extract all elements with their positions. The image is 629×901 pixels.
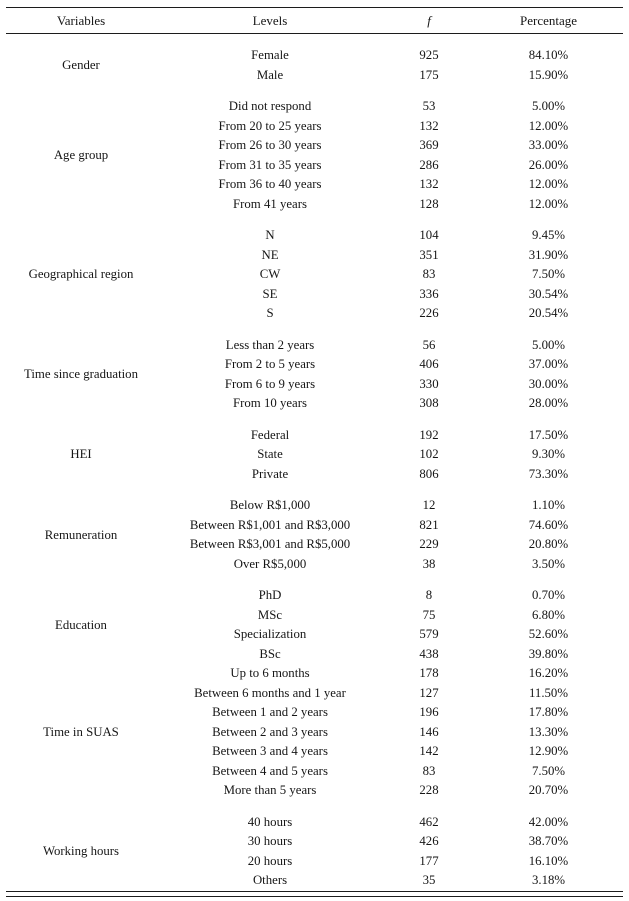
level-cell: SE <box>262 286 278 301</box>
percentage-cell: 73.30% <box>528 466 569 481</box>
percentage-cell: 30.54% <box>528 286 569 301</box>
header-frequency: f <box>384 8 474 34</box>
table-row <box>6 586 623 606</box>
level-cell: Between 6 months and 1 year <box>194 685 346 700</box>
frequency-cell: 12 <box>422 498 436 513</box>
frequency-cell: 8 <box>425 588 433 603</box>
level-cell: Between R$3,001 and R$5,000 <box>189 537 351 552</box>
frequency-cell: 178 <box>419 666 439 681</box>
frequency-cell: 196 <box>419 705 439 720</box>
level-cell: S <box>266 306 274 321</box>
level-cell: Between 2 and 3 years <box>212 724 328 739</box>
frequency-cell: 177 <box>419 853 439 868</box>
level-cell: From 6 to 9 years <box>224 376 316 391</box>
level-cell: State <box>257 447 283 462</box>
level-cell: From 41 years <box>233 196 307 211</box>
frequency-cell: 406 <box>419 357 439 372</box>
group-spacer-cell <box>6 414 623 426</box>
frequency-cell: 38 <box>422 556 436 571</box>
frequency-cell: 128 <box>419 196 439 211</box>
percentage-cell: 38.70% <box>528 834 569 849</box>
frequency-cell: 226 <box>419 306 439 321</box>
group-spacer-cell <box>6 85 623 97</box>
level-cell: 30 hours <box>247 834 293 849</box>
descriptive-statistics-table <box>6 7 623 892</box>
percentage-cell: 20.54% <box>528 306 569 321</box>
percentage-cell: 84.10% <box>528 48 569 63</box>
frequency-cell: 192 <box>419 427 439 442</box>
percentage-cell: 31.90% <box>528 247 569 262</box>
percentage-cell: 12.00% <box>528 118 569 133</box>
group-spacer-row <box>6 324 623 336</box>
level-cell: BSc <box>259 646 281 661</box>
frequency-cell: 102 <box>419 447 439 462</box>
percentage-cell: 26.00% <box>528 157 569 172</box>
level-cell: 20 hours <box>247 853 293 868</box>
frequency-cell: 925 <box>419 48 439 63</box>
group-spacer-row <box>6 85 623 97</box>
frequency-cell: 146 <box>419 724 439 739</box>
frequency-cell: 228 <box>419 783 439 798</box>
frequency-cell: 83 <box>422 763 436 778</box>
header-percentage: Percentage <box>474 8 623 34</box>
group-spacer-row <box>6 214 623 226</box>
frequency-cell: 175 <box>419 67 439 82</box>
level-cell: NE <box>261 247 279 262</box>
table-row <box>6 813 623 833</box>
variable-cell: Working hours <box>42 844 120 858</box>
percentage-cell: 5.00% <box>531 99 566 114</box>
level-cell: Between R$1,001 and R$3,000 <box>189 517 351 532</box>
level-cell: Between 4 and 5 years <box>212 763 328 778</box>
group-spacer-cell <box>6 484 623 496</box>
group-spacer-row <box>6 484 623 496</box>
level-cell: Over R$5,000 <box>233 556 307 571</box>
percentage-cell: 16.10% <box>528 853 569 868</box>
level-cell: Less than 2 years <box>225 337 315 352</box>
frequency-cell: 127 <box>419 685 439 700</box>
level-cell: PhD <box>258 588 282 603</box>
variable-cell: Gender <box>62 58 100 72</box>
level-cell: Did not respond <box>228 99 312 114</box>
level-cell: Specialization <box>233 627 307 642</box>
variable-cell: Time in SUAS <box>43 724 119 739</box>
percentage-cell: 28.00% <box>528 396 569 411</box>
header-row <box>6 8 623 34</box>
level-cell: Female <box>251 48 289 63</box>
percentage-cell: 11.50% <box>529 685 568 700</box>
percentage-cell: 3.18% <box>531 873 566 888</box>
level-cell: From 2 to 5 years <box>224 357 316 372</box>
group-spacer-row <box>6 34 623 47</box>
level-cell: Between 1 and 2 years <box>212 705 328 720</box>
table-body <box>6 34 623 892</box>
frequency-cell: 229 <box>419 537 439 552</box>
percentage-cell: 16.20% <box>528 666 569 681</box>
percentage-cell: 20.80% <box>528 537 569 552</box>
frequency-cell: 308 <box>419 396 439 411</box>
level-cell: Others <box>252 873 288 888</box>
level-cell: From 26 to 30 years <box>218 138 322 153</box>
table-row <box>6 46 623 66</box>
level-cell: Federal <box>250 427 290 442</box>
group-spacer-row <box>6 574 623 586</box>
table-row <box>6 97 623 117</box>
frequency-cell: 579 <box>419 627 439 642</box>
percentage-cell: 7.50% <box>531 267 566 282</box>
level-cell: From 20 to 25 years <box>218 118 322 133</box>
frequency-cell: 330 <box>419 376 439 391</box>
level-cell: From 10 years <box>233 396 307 411</box>
level-cell: Between 3 and 4 years <box>212 744 328 759</box>
frequency-cell: 142 <box>419 744 439 759</box>
frequency-cell: 56 <box>422 337 436 352</box>
percentage-cell: 17.50% <box>528 427 569 442</box>
statistics-table-wrapper <box>6 7 623 897</box>
percentage-cell: 39.80% <box>528 646 569 661</box>
percentage-cell: 20.70% <box>528 783 569 798</box>
frequency-cell: 821 <box>419 517 439 532</box>
variable-cell: Time since graduation <box>24 367 138 381</box>
level-cell: From 36 to 40 years <box>218 177 322 192</box>
group-spacer-cell <box>6 214 623 226</box>
variable-cell: Geographical region <box>28 267 134 282</box>
level-cell: CW <box>259 267 281 282</box>
percentage-cell: 52.60% <box>528 627 569 642</box>
frequency-cell: 336 <box>419 286 439 301</box>
group-spacer-cell <box>6 324 623 336</box>
percentage-cell: 6.80% <box>531 607 566 622</box>
frequency-cell: 806 <box>419 466 439 481</box>
percentage-cell: 3.50% <box>531 556 566 571</box>
table-header <box>6 8 623 34</box>
percentage-cell: 12.00% <box>528 177 569 192</box>
group-spacer-cell <box>6 34 623 47</box>
group-spacer-row <box>6 414 623 426</box>
percentage-cell: 30.00% <box>528 376 569 391</box>
frequency-cell: 369 <box>419 138 439 153</box>
table-row <box>6 226 623 246</box>
percentage-cell: 37.00% <box>528 357 569 372</box>
percentage-cell: 5.00% <box>531 337 566 352</box>
level-cell: N <box>265 228 275 243</box>
group-spacer-cell <box>6 801 623 813</box>
header-variables: Variables <box>6 8 156 34</box>
frequency-cell: 53 <box>422 99 436 114</box>
level-cell: Below R$1,000 <box>229 498 311 513</box>
percentage-cell: 9.30% <box>531 447 566 462</box>
table-row <box>6 336 623 356</box>
level-cell: More than 5 years <box>223 783 317 798</box>
level-cell: 40 hours <box>247 814 293 829</box>
variable-cell: Age group <box>53 148 109 162</box>
percentage-cell: 13.30% <box>528 724 569 739</box>
frequency-cell: 426 <box>419 834 439 849</box>
percentage-cell: 12.90% <box>528 744 569 759</box>
frequency-cell: 75 <box>422 607 436 622</box>
group-spacer-row <box>6 801 623 813</box>
frequency-cell: 286 <box>419 157 439 172</box>
level-cell: MSc <box>257 607 283 622</box>
variable-cell: Remuneration <box>44 527 118 542</box>
frequency-cell: 132 <box>419 118 439 133</box>
table-row <box>6 426 623 446</box>
frequency-cell: 438 <box>419 646 439 661</box>
percentage-cell: 0.70% <box>531 588 566 603</box>
percentage-cell: 15.90% <box>528 67 569 82</box>
frequency-cell: 104 <box>419 228 439 243</box>
percentage-cell: 12.00% <box>528 196 569 211</box>
frequency-cell: 132 <box>419 177 439 192</box>
frequency-cell: 83 <box>422 267 436 282</box>
table-row <box>6 496 623 516</box>
level-cell: Up to 6 months <box>230 666 310 681</box>
frequency-cell: 351 <box>419 247 439 262</box>
variable-cell: Education <box>55 617 107 632</box>
percentage-cell: 42.00% <box>528 814 569 829</box>
frequency-cell: 35 <box>422 873 436 888</box>
level-cell: From 31 to 35 years <box>218 157 322 172</box>
header-levels: Levels <box>156 8 384 34</box>
variable-cell: HEI <box>70 447 92 462</box>
table-row <box>6 664 623 684</box>
frequency-cell: 462 <box>419 814 439 829</box>
level-cell: Private <box>251 466 289 481</box>
percentage-cell: 74.60% <box>528 517 569 532</box>
percentage-cell: 33.00% <box>528 138 569 153</box>
percentage-cell: 7.50% <box>531 763 566 778</box>
group-spacer-cell <box>6 574 623 586</box>
percentage-cell: 9.45% <box>531 228 566 243</box>
percentage-cell: 17.80% <box>528 705 569 720</box>
level-cell: Male <box>256 67 284 82</box>
percentage-cell: 1.10% <box>531 498 566 513</box>
